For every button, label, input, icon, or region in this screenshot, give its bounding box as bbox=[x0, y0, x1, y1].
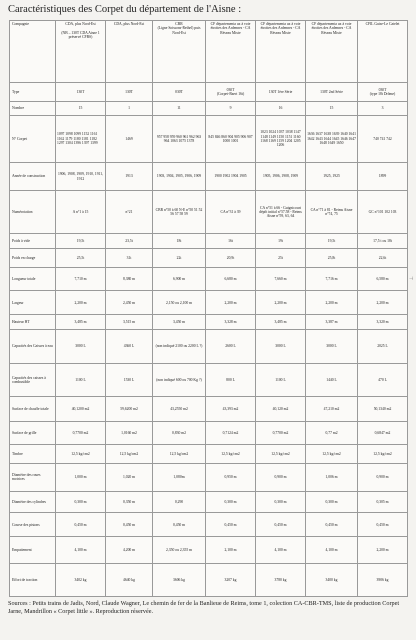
table-cell: (non indiqué 2100 ou 2200 L ?) bbox=[153, 329, 206, 363]
row-label: Diamètre des cylindres bbox=[10, 492, 56, 513]
row-label: Largeur bbox=[10, 291, 56, 315]
row-label: Poids en charge bbox=[10, 248, 56, 267]
characteristics-table bbox=[9, 20, 408, 597]
table-cell: 0,300 m bbox=[206, 492, 256, 513]
table-cell: 1636 1637 1638 1639 1640 1641 1642 1643 1644 1645 1646 1647 1648 1649 1650 bbox=[306, 115, 358, 162]
table-cell: 0,900 m bbox=[256, 463, 306, 491]
table-cell: 7,660 m bbox=[256, 267, 306, 291]
table-cell: 2600 L bbox=[206, 329, 256, 363]
table-cell: 4,200 m bbox=[106, 537, 153, 564]
table-cell: 1,020 m bbox=[106, 463, 153, 491]
table-cell: n°21 bbox=[106, 191, 153, 234]
table-cell: 3,485 m bbox=[56, 315, 106, 330]
table-cell: 0,77 m2 bbox=[306, 422, 358, 445]
table-cell: 50,1340 m2 bbox=[358, 397, 408, 422]
table-cell: 15 bbox=[56, 102, 106, 116]
table-cell: 22,6t bbox=[358, 248, 408, 267]
table-cell: 6,580 m bbox=[358, 267, 408, 291]
table-cell: 6,680 m bbox=[206, 267, 256, 291]
table-row bbox=[10, 492, 408, 513]
table-cell: 3000 L bbox=[306, 329, 358, 363]
table-cell: 3,387 m bbox=[306, 315, 358, 330]
table-row bbox=[10, 422, 408, 445]
table-cell: 4640 kg bbox=[106, 564, 153, 597]
row-label: Type bbox=[10, 83, 56, 102]
table-cell: 3606 kg bbox=[153, 564, 206, 597]
table-cell: 19,5t bbox=[56, 234, 106, 249]
margin-mark: ⊣ bbox=[409, 276, 414, 282]
table-cell: 1905, 1906, 1908, 1909 bbox=[256, 163, 306, 191]
table-cell: CA n°71 à 81 - Reims Aisne n°74, 75 bbox=[306, 191, 358, 234]
table-cell: A n°1 à 15 bbox=[56, 191, 106, 234]
table-cell: 9 bbox=[206, 102, 256, 116]
table-cell: 3 bbox=[358, 102, 408, 116]
table-row bbox=[10, 102, 408, 116]
table-cell: 0,290 bbox=[153, 492, 206, 513]
table-row bbox=[10, 267, 408, 291]
table-cell: 22t bbox=[153, 248, 206, 267]
table-cell: 2,150 ou 2,100 m bbox=[153, 291, 206, 315]
row-label: Longueur totale bbox=[10, 267, 56, 291]
table-cell: 3780 kg bbox=[256, 564, 306, 597]
table-row bbox=[10, 363, 408, 397]
header-company-4: CF départementa ux à voie étroites des Ardennes - CA Réseau Mixte bbox=[206, 21, 256, 83]
row-label: Empattement bbox=[10, 537, 56, 564]
table-cell: 47,210 m2 bbox=[306, 397, 358, 422]
header-company-7: CFIL Guise-Le Catelet bbox=[358, 21, 408, 83]
table-header-row bbox=[10, 21, 408, 83]
table-cell: 030T (type 18t Drôme) bbox=[358, 83, 408, 102]
row-label: Timbre bbox=[10, 444, 56, 463]
table-cell: 15 bbox=[306, 102, 358, 116]
table-cell: 1,006 m bbox=[306, 463, 358, 491]
table-cell: 1906, 1908, 1909, 1910, 1911, 1912 bbox=[56, 163, 106, 191]
table-cell: 4,100 m bbox=[306, 537, 358, 564]
table-cell: CA n°31 à 39 bbox=[206, 191, 256, 234]
table-cell: 1,0160 m2 bbox=[106, 422, 153, 445]
table-cell: 0,830 m2 bbox=[153, 422, 206, 445]
table-cell: (non indiqué 600 ou 700 Kg ?) bbox=[153, 363, 206, 397]
table-cell: 0,7124 m2 bbox=[206, 422, 256, 445]
header-company-1: CDA, plus Nord-Est (NB – 130T CDA Aisne 1 préservé CFBS) bbox=[56, 21, 106, 83]
table-cell: 25,5t bbox=[56, 248, 106, 267]
table-cell: 7,710 m bbox=[56, 267, 106, 291]
table-cell: CBR n°50 à 60 N-E n°50 51 52 56 57 58 59 bbox=[153, 191, 206, 234]
table-cell: 2,100 m bbox=[206, 537, 256, 564]
table-cell: 2,200 m bbox=[256, 291, 306, 315]
table-cell: 1469 bbox=[106, 115, 153, 162]
row-label: Surface de grille bbox=[10, 422, 56, 445]
table-cell: 0,900 m bbox=[358, 463, 408, 491]
table-cell: 2025 L bbox=[358, 329, 408, 363]
table-cell: 4,100 m bbox=[56, 537, 106, 564]
table-cell: 740 741 742 bbox=[358, 115, 408, 162]
table-cell: 0,450 m bbox=[256, 513, 306, 537]
table-cell: 0,6847 m2 bbox=[358, 422, 408, 445]
table-cell: 0,305 m bbox=[358, 492, 408, 513]
table-row bbox=[10, 83, 408, 102]
table-cell: 1440 L bbox=[306, 363, 358, 397]
table-cell: 12,5 kg/cm2 bbox=[56, 444, 106, 463]
table-cell: 16 bbox=[256, 102, 306, 116]
table-cell: 957 958 959 960 961 962 963 964 1063 1075 1378 bbox=[153, 115, 206, 162]
row-label: Année de construction bbox=[10, 163, 56, 191]
table-cell: 59,6200 m2 bbox=[106, 397, 153, 422]
row-label: Course des pistons bbox=[10, 513, 56, 537]
table-cell: 1899 bbox=[358, 163, 408, 191]
page-title: Caractéristiques des Corpet du département de l'Aisne : bbox=[8, 4, 242, 15]
row-label: Capacités des caisses à combustible bbox=[10, 363, 56, 397]
table-row bbox=[10, 163, 408, 191]
header-company-3: CBR (Ligne Soissons-Rethel) puis Nord-Est bbox=[153, 21, 206, 83]
row-label: Hauteur HT bbox=[10, 315, 56, 330]
table-row bbox=[10, 329, 408, 363]
table-row bbox=[10, 397, 408, 422]
table-cell: 130T 1ère Série bbox=[256, 83, 306, 102]
table-cell: 12,5 kg/cm2 bbox=[306, 444, 358, 463]
header-company-2: CDA, plus Nord-Est bbox=[106, 21, 153, 83]
table-cell: 7,716 m bbox=[306, 267, 358, 291]
table-row bbox=[10, 444, 408, 463]
table-cell: 3906 kg bbox=[358, 564, 408, 597]
table-row bbox=[10, 191, 408, 234]
table-cell: 0,450 m bbox=[153, 513, 206, 537]
table-cell: 130T bbox=[106, 83, 153, 102]
table-cell: 0,350 m bbox=[106, 492, 153, 513]
table-cell: 12,5 kg/cm2 bbox=[206, 444, 256, 463]
table-cell: 1913 bbox=[106, 163, 153, 191]
sources-note: Sources : Petits trains de Jadis, Nord, Claude Wagner, Le chemin de fer de la Banlieue de Reims, tome 1, colection CA-CBR-TMS, liste de production Corpet Jarne, Mandrillon « Corpet little ». Reproduction réservée. bbox=[8, 600, 400, 615]
table-cell: 25t bbox=[256, 248, 306, 267]
table-cell: 1023 1024 1037 1038 1147 1148 1149 1150 1151 1160 1168 1169 1159 1204 1205 1206 bbox=[256, 115, 306, 162]
table-cell: 16t bbox=[206, 234, 256, 249]
table-cell: 0,7700 m2 bbox=[256, 422, 306, 445]
table-cell: 12,5 kg/cm2 bbox=[106, 444, 153, 463]
table-cell: 800 L bbox=[206, 363, 256, 397]
table-cell: 0,950 m bbox=[206, 463, 256, 491]
row-label: Diamètre des roues motrices bbox=[10, 463, 56, 491]
table-row bbox=[10, 248, 408, 267]
row-label: Poids à vide bbox=[10, 234, 56, 249]
table-cell: 845 846 860 904 905 906 907 1000 1001 bbox=[206, 115, 256, 162]
table-cell: 1097 1098 1099 1152 1161 1162 1179 1180 1181 1182 1297 1304 1396 1397 1399 bbox=[56, 115, 106, 162]
row-label: Surface de chauffe totale bbox=[10, 397, 56, 422]
table-row bbox=[10, 234, 408, 249]
table-cell: 12,5 kg/cm2 bbox=[153, 444, 206, 463]
table-cell: 6,900 m bbox=[153, 267, 206, 291]
table-cell: 19,5t bbox=[306, 234, 358, 249]
table-cell: 3207 kg bbox=[206, 564, 256, 597]
table-cell: 4,100 m bbox=[256, 537, 306, 564]
table-cell: 2,200 m bbox=[358, 291, 408, 315]
table-cell: 3000 L bbox=[56, 329, 106, 363]
table-cell: 20,9t bbox=[206, 248, 256, 267]
table-cell: 43,393 m2 bbox=[206, 397, 256, 422]
table-cell: 1530 L bbox=[106, 363, 153, 397]
table-cell: 3,450 m bbox=[153, 315, 206, 330]
row-label: Numérotation bbox=[10, 191, 56, 234]
table-cell: 43,2550 m2 bbox=[153, 397, 206, 422]
table-cell: 030T bbox=[153, 83, 206, 102]
table-cell: 3,515 m bbox=[106, 315, 153, 330]
table-cell: 130T 2nd Série bbox=[306, 83, 358, 102]
table-cell: 40,1200 m2 bbox=[56, 397, 106, 422]
table-cell: 2,350 ou 2,355 m bbox=[153, 537, 206, 564]
table-cell: 0,450 m bbox=[56, 513, 106, 537]
table-row bbox=[10, 537, 408, 564]
table-cell: 31t bbox=[106, 248, 153, 267]
table-cell: 3,320 m bbox=[358, 315, 408, 330]
table-cell: 0,7700 m2 bbox=[56, 422, 106, 445]
table-cell: 3400 kg bbox=[306, 564, 358, 597]
table-cell: 17,5 t ou 18t bbox=[358, 234, 408, 249]
table-cell: 25,8t bbox=[306, 248, 358, 267]
table-row bbox=[10, 315, 408, 330]
table-cell: 3,485 m bbox=[256, 315, 306, 330]
table-cell: 2,450 m bbox=[106, 291, 153, 315]
table-cell: 23,5t bbox=[106, 234, 153, 249]
header-company-6: CF départementa ux à voie étroites des Ardennes - CA Réseau Mixte bbox=[306, 21, 358, 83]
table-cell: 4360 L bbox=[106, 329, 153, 363]
table-row bbox=[10, 115, 408, 162]
table-cell: 0,450 m bbox=[206, 513, 256, 537]
table-cell: 0,450 m bbox=[106, 513, 153, 537]
table-row bbox=[10, 291, 408, 315]
table-cell: GC n°101 102 103 bbox=[358, 191, 408, 234]
table-cell: 0,450 m bbox=[306, 513, 358, 537]
table-cell: 1,080m bbox=[153, 463, 206, 491]
table-cell: 3000 L bbox=[256, 329, 306, 363]
table-cell: 12,5 kg/cm2 bbox=[358, 444, 408, 463]
table-cell: CA n°51 à 66 - Guignicourt dépôt initial n°57.58 - Reims Aisne n°59, 63, 64 bbox=[256, 191, 306, 234]
table-cell: 1,000 m bbox=[56, 463, 106, 491]
table-cell: 470 L bbox=[358, 363, 408, 397]
table-cell: 0,300 m bbox=[256, 492, 306, 513]
row-label: Nombre bbox=[10, 102, 56, 116]
row-label: N° Corpet bbox=[10, 115, 56, 162]
table-cell: 1 bbox=[106, 102, 153, 116]
table-cell: 2,200 m bbox=[358, 537, 408, 564]
table-cell: 8,380 m bbox=[106, 267, 153, 291]
row-label: Effort de traction bbox=[10, 564, 56, 597]
table-row bbox=[10, 463, 408, 491]
table-cell: 130T bbox=[56, 83, 106, 102]
table-cell: 2,200 m bbox=[206, 291, 256, 315]
table-cell: 0,300 m bbox=[56, 492, 106, 513]
table-cell: 0,450 m bbox=[358, 513, 408, 537]
table-cell: 40,120 m2 bbox=[256, 397, 306, 422]
header-company-5: CF départementa ux à voie étroites des Ardennes - CA Réseau Mixte bbox=[256, 21, 306, 83]
table-cell: 1900 1902 1904 1905 bbox=[206, 163, 256, 191]
table-cell: 3,328 m bbox=[206, 315, 256, 330]
table-cell: 3402 kg bbox=[56, 564, 106, 597]
table-cell: 030T (Corpet-Baert 16t) bbox=[206, 83, 256, 102]
table-cell: 11 bbox=[153, 102, 206, 116]
table-cell: 0,300 m bbox=[306, 492, 358, 513]
table-cell: 1925, 1925 bbox=[306, 163, 358, 191]
table-cell: 2,200 m bbox=[306, 291, 358, 315]
table-cell: 1100 L bbox=[256, 363, 306, 397]
table-row bbox=[10, 513, 408, 537]
table-cell: 1903, 1904, 1905, 1906, 1909 bbox=[153, 163, 206, 191]
table-cell: 18t bbox=[153, 234, 206, 249]
row-label: Capacités des Caisses à eau bbox=[10, 329, 56, 363]
table-row bbox=[10, 564, 408, 597]
header-label-compagnie: Compagnie bbox=[10, 21, 56, 83]
table-cell: 19t bbox=[256, 234, 306, 249]
table-cell: 2,200 m bbox=[56, 291, 106, 315]
table-cell: 1100 L bbox=[56, 363, 106, 397]
table-cell: 12,5 kg/cm2 bbox=[256, 444, 306, 463]
